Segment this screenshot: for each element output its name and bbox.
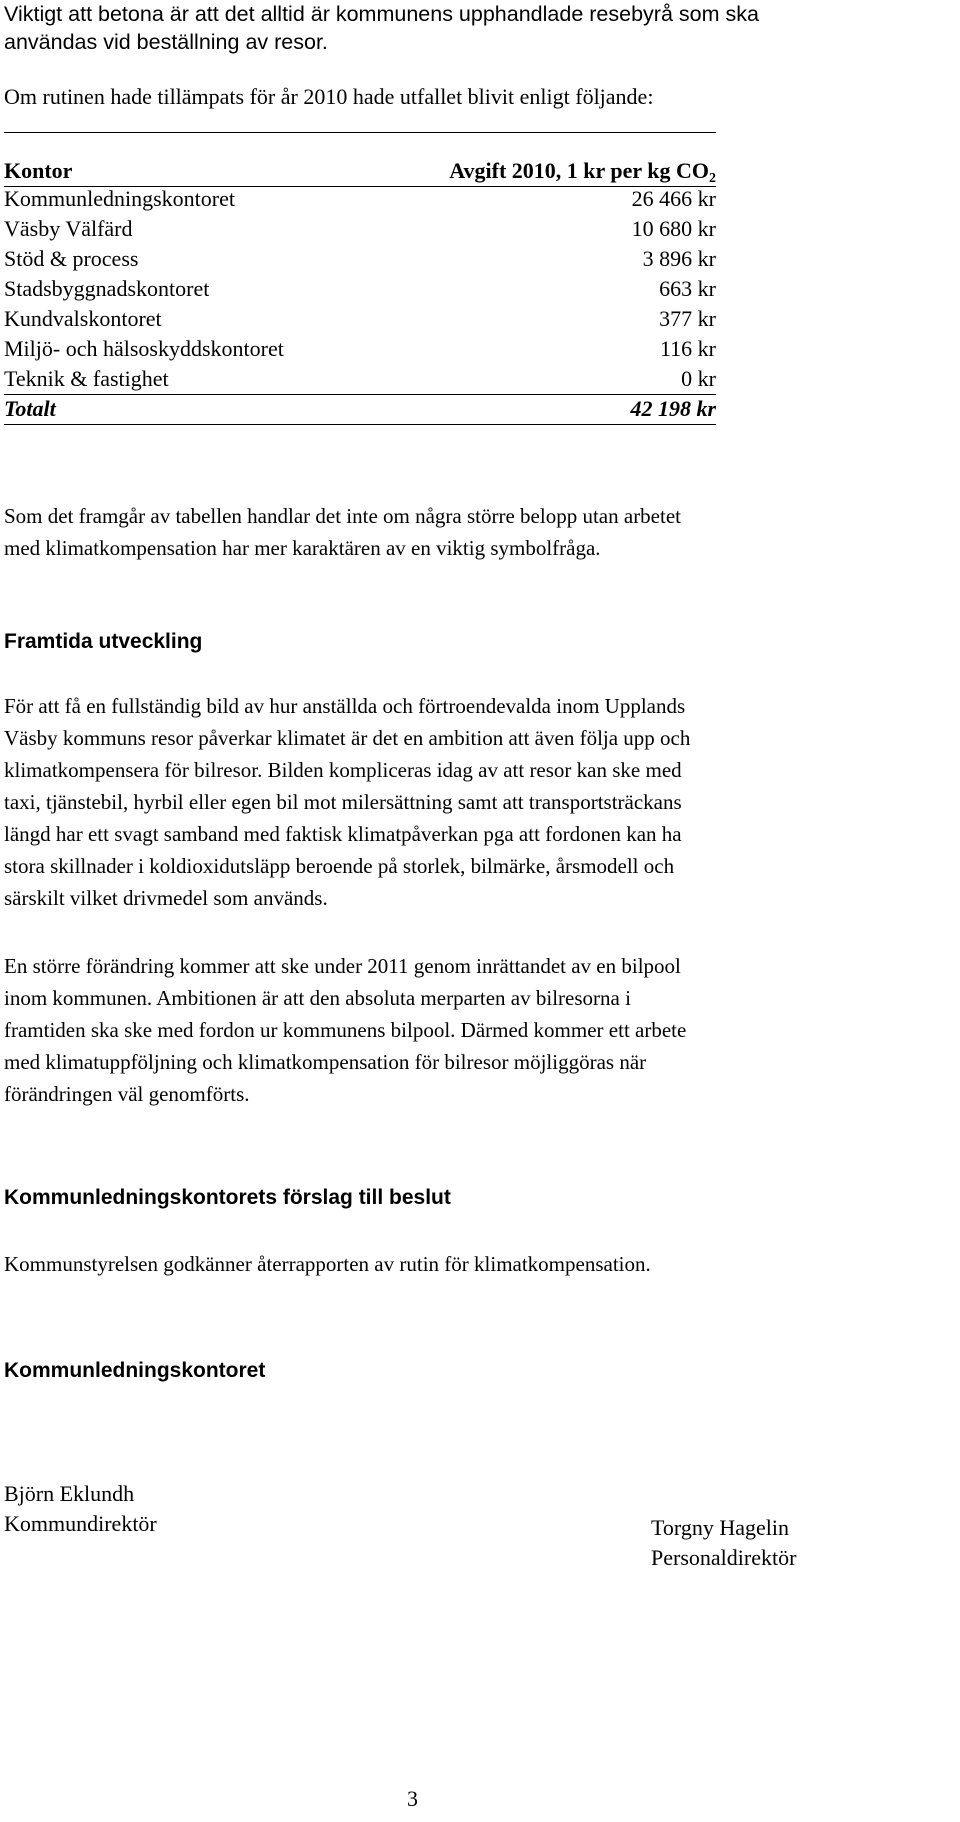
para-line: En större förändring kommer att ske under 2011 genom inrättandet av en bilpool: [4, 954, 681, 978]
signatory-right: [651, 1513, 796, 1573]
table-header-row: [4, 158, 716, 187]
para-line: Som det framgår av tabellen handlar det inte om några större belopp utan arbetet: [4, 504, 681, 528]
signatory-right-name: Torgny Hagelin: [651, 1515, 789, 1540]
para-line: framtiden ska ske med fordon ur kommunens bilpool. Därmed kommer ett arbete: [4, 1018, 687, 1042]
signatory-left-name: Björn Eklundh: [4, 1481, 135, 1506]
intro-line-1: Viktigt att betona är att det alltid är kommunens upphandlade resebyrå som ska: [4, 2, 759, 26]
row-office: Miljö- och hälsoskyddskontoret: [4, 336, 284, 361]
row-fee: 10 680 kr: [631, 216, 716, 241]
row-fee: 3 896 kr: [642, 246, 716, 271]
table-top-rule: [4, 132, 716, 133]
para-line: inom kommunen. Ambitionen är att den absoluta merparten av bilresorna i: [4, 986, 631, 1010]
page-number: 3: [407, 1786, 418, 1811]
table-row: [4, 366, 716, 395]
para-after-table: [4, 500, 954, 564]
row-office: Teknik & fastighet: [4, 366, 169, 391]
table-row: [4, 276, 716, 306]
table-row: [4, 216, 716, 246]
row-fee: 26 466 kr: [631, 186, 716, 211]
row-office: Stadsbyggnadskontoret: [4, 276, 210, 301]
header-office: Kontor: [4, 158, 73, 183]
row-fee: 0 kr: [681, 366, 716, 391]
header-fee: Avgift 2010, 1 kr per kg $CO_2$: [449, 158, 716, 186]
heading-proposal: Kommunledningskontorets förslag till beslut: [4, 1186, 451, 1209]
para-future: [4, 690, 954, 914]
para-line: förändringen väl genomförts.: [4, 1082, 250, 1106]
signatory-left: [4, 1479, 157, 1539]
table-row: [4, 246, 716, 276]
signatory-right-title: Personaldirektör: [651, 1545, 797, 1570]
row-office: Väsby Välfärd: [4, 216, 133, 241]
para-bilpool: [4, 950, 954, 1110]
para-line: Väsby kommuns resor påverkar klimatet är det en ambition att även följa upp och: [4, 726, 691, 750]
para-line: med klimatkompensation har mer karaktären av en viktig symbolfråga.: [4, 536, 601, 560]
routine-text: Om rutinen hade tillämpats för år 2010 hade utfallet blivit enligt följande:: [4, 84, 654, 109]
para-line: För att få en fullständig bild av hur anställda och förtroendevalda inom Upplands: [4, 694, 686, 718]
total-value: 42 198 kr: [630, 396, 716, 421]
table-row: [4, 306, 716, 336]
header-fee-subscript: 2: [709, 171, 716, 186]
signatory-left-title: Kommundirektör: [4, 1511, 157, 1536]
row-fee: 377 kr: [659, 306, 716, 331]
row-office: Kundvalskontoret: [4, 306, 162, 331]
para-line: taxi, tjänstebil, hyrbil eller egen bil mot milersättning samt att transportsträckans: [4, 790, 682, 814]
para-line: längd har ett svagt samband med faktisk klimatpåverkan pga att fordonen kan ha: [4, 822, 682, 846]
para-line: med klimatuppföljning och klimatkompensation för bilresor möjliggöras när: [4, 1050, 647, 1074]
total-label: Totalt: [4, 396, 56, 421]
row-fee: 663 kr: [659, 276, 716, 301]
row-office: Stöd & process: [4, 246, 139, 271]
para-line: särskilt vilket drivmedel som används.: [4, 886, 328, 910]
intro-line-2: användas vid beställning av resor.: [4, 30, 328, 54]
para-line: stora skillnader i koldioxidutsläpp beroende på storlek, bilmärke, årsmodell och: [4, 854, 675, 878]
heading-office: Kommunledningskontoret: [4, 1359, 266, 1382]
table-total-row: [4, 396, 716, 425]
para-line: klimatkompensera för bilresor. Bilden kompliceras idag av att resor kan ske med: [4, 758, 682, 782]
heading-future: Framtida utveckling: [4, 630, 203, 653]
row-office: Kommunledningskontoret: [4, 186, 235, 211]
table-row: [4, 186, 716, 216]
intro-paragraph: [4, 0, 759, 56]
row-fee: 116 kr: [659, 336, 716, 361]
table-row: [4, 336, 716, 366]
proposal-text: Kommunstyrelsen godkänner återrapporten av rutin för klimatkompensation.: [4, 1252, 651, 1276]
